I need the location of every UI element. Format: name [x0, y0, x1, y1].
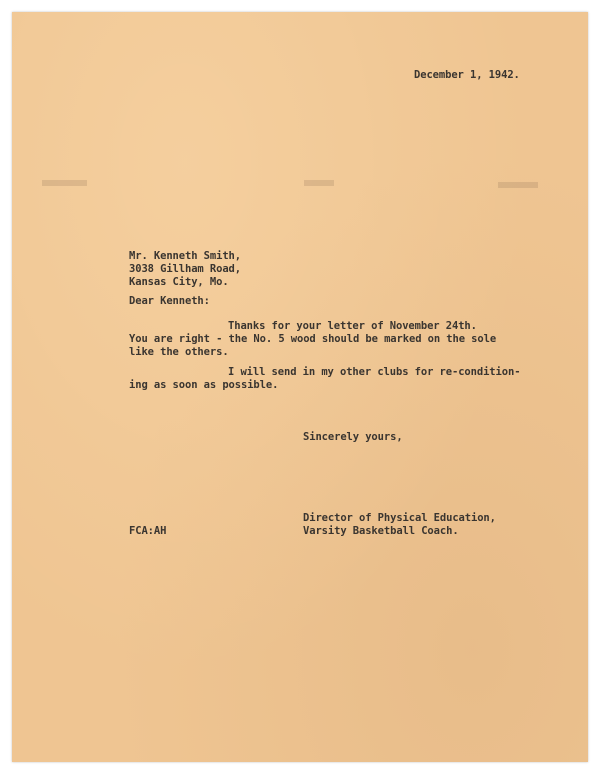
- letter-page: [12, 12, 588, 762]
- signature-title: Varsity Basketball Coach.: [303, 525, 459, 537]
- body-line: Thanks for your letter of November 24th.: [228, 320, 477, 332]
- address-line: Kansas City, Mo.: [129, 276, 229, 288]
- address-line: 3038 Gillham Road,: [129, 263, 241, 275]
- address-line: Mr. Kenneth Smith,: [129, 250, 241, 262]
- body-line: You are right - the No. 5 wood should be marked on the sole: [129, 333, 497, 345]
- body-line: like the others.: [129, 346, 229, 358]
- letter-date: December 1, 1942.: [414, 69, 520, 81]
- closing: Sincerely yours,: [303, 431, 403, 443]
- paper-mark: [498, 182, 538, 188]
- paper-mark: [42, 180, 87, 186]
- salutation: Dear Kenneth:: [129, 295, 210, 307]
- signature-title: Director of Physical Education,: [303, 512, 496, 524]
- initials: FCA:AH: [129, 525, 167, 537]
- body-line: I will send in my other clubs for re-condition-: [228, 366, 521, 378]
- paper-mark: [304, 180, 334, 186]
- body-line: ing as soon as possible.: [129, 379, 279, 391]
